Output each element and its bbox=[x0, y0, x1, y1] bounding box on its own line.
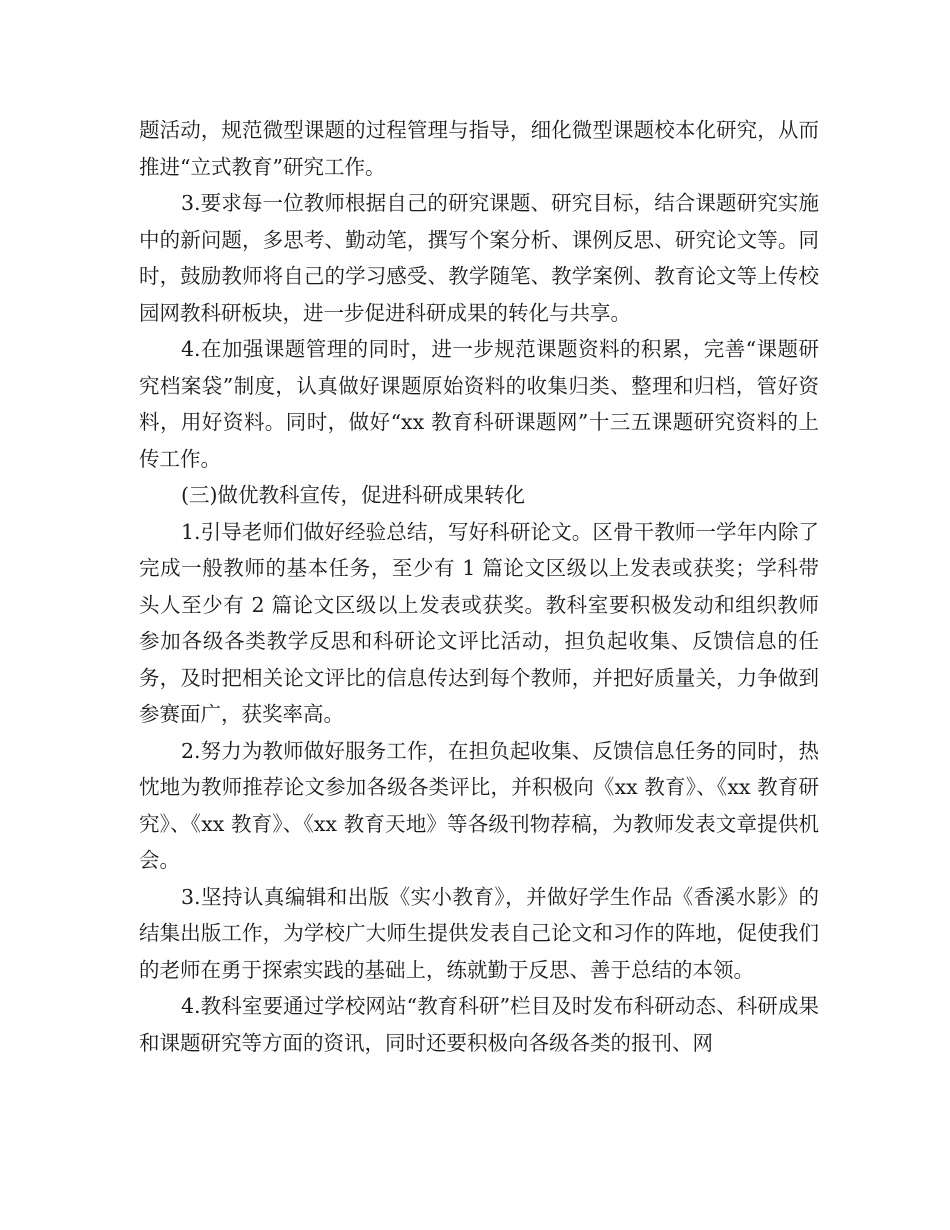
paragraph-continuation: 题活动，规范微型课题的过程管理与指导，细化微型课题校本化研究，从而推进“立式教育”研究工作。 bbox=[139, 118, 819, 179]
paragraph-item-3: 3.要求每一位教师根据自己的研究课题、研究目标，结合课题研究实施中的新问题，多思考、勤动笔，撰写个案分析、课例反思、研究论文等。同时，鼓励教师将自己的学习感受、教学随笔、教学案例、教育论文等上传校园网教科研板块，进一步促进科研成果的转化与共享。 bbox=[139, 191, 819, 325]
paragraph-section3-item-2: 2.努力为教师做好服务工作，在担负起收集、反馈信息任务的同时，热忱地为教师推荐论文参加各级各类评比，并积极向《xx 教育》、《xx 教育研究》、《xx 教育》、《xx 教育天地》等各级刊物荐稿，为教师发表文章提供机会。 bbox=[139, 738, 819, 872]
section-heading: (三)做优教科宣传，促进科研成果转化 bbox=[181, 483, 525, 507]
document-body bbox=[139, 112, 819, 1061]
paragraph-section3-item-1: 1.引导老师们做好经验总结，写好科研论文。区骨干教师一学年内除了完成一般教师的基本任务，至少有 1 篇论文区级以上发表或获奖；学科带头人至少有 2 篇论文区级以上发表或获奖。教科室要积极发动和组织教师参加各级各类教学反思和科研论文评比活动，担负起收集、反馈信息的任务，及时把相关论文评比的信息传达到每个教师，并把好质量关，力争做到参赛面广，获奖率高。 bbox=[139, 519, 819, 726]
paragraph-item-4: 4.在加强课题管理的同时，进一步规范课题资料的积累，完善“课题研究档案袋”制度，认真做好课题原始资料的收集归类、整理和归档，管好资料，用好资料。同时，做好“xx 教育科研课题网”十三五课题研究资料的上传工作。 bbox=[139, 337, 819, 471]
paragraph-section3-item-4: 4.教科室要通过学校网站“教育科研”栏目及时发布科研动态、科研成果和课题研究等方面的资讯，同时还要积极向各级各类的报刊、网 bbox=[139, 994, 819, 1055]
paragraph-section3-item-3: 3.坚持认真编辑和出版《实小教育》，并做好学生作品《香溪水影》的结集出版工作，为学校广大师生提供发表自己论文和习作的阵地，促使我们的老师在勇于探索实践的基础上，练就勤于反思、善于总结的本领。 bbox=[139, 884, 819, 982]
